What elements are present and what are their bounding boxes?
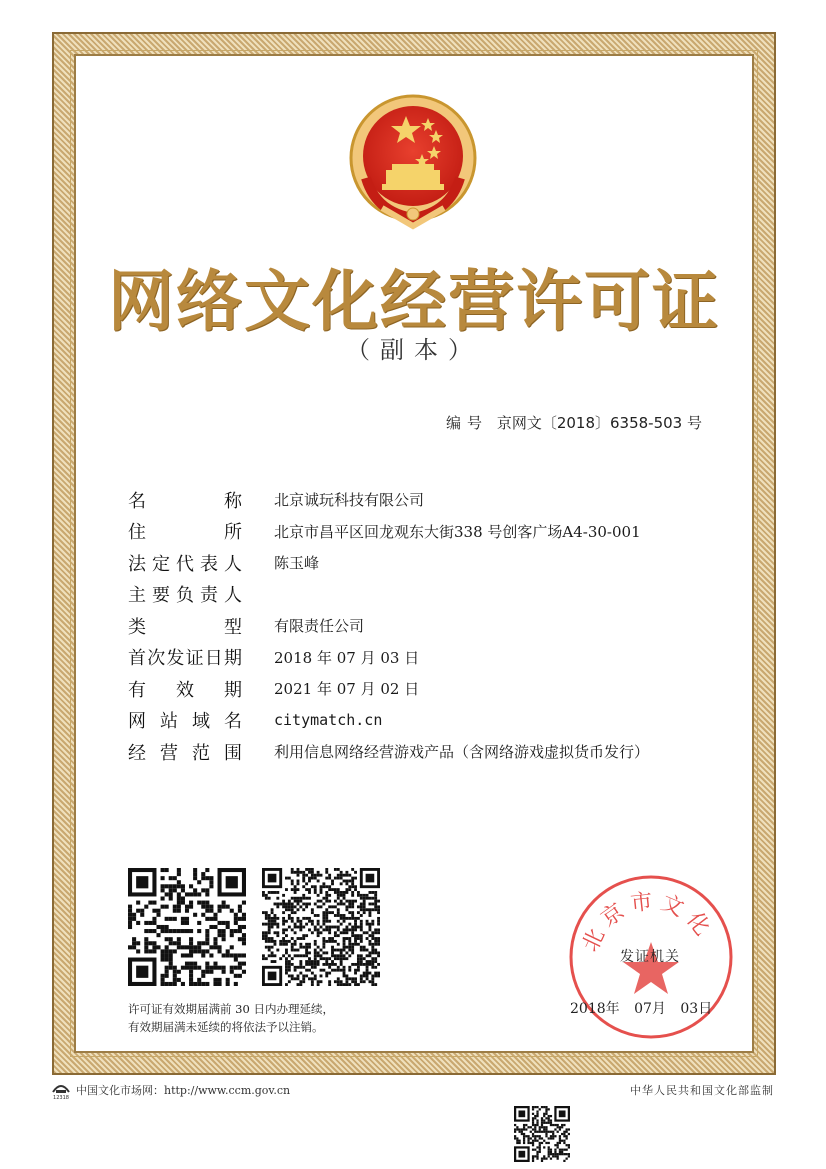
qr-code[interactable] (262, 868, 380, 986)
field-label: 类 型 (128, 616, 242, 638)
footer-website (50, 1080, 290, 1100)
field-label: 有 效 期 (128, 679, 242, 701)
field-value: 有限责任公司 (274, 617, 365, 636)
certificate-subtitle: （副本） (346, 336, 482, 364)
field-label: 主 要 负 责 人 (128, 585, 242, 607)
field-label: 网 站 域 名 (128, 711, 242, 733)
field-row (128, 705, 728, 737)
issue-year: 2018年 (570, 1001, 620, 1017)
field-row (128, 579, 728, 611)
certificate-title: 网络文化经营许可证 (108, 262, 720, 340)
ccm-logo-caption: 12318 (53, 1095, 69, 1100)
national-emblem (346, 90, 480, 232)
note-line: 许可证有效期届满前 30 日内办理延续， (128, 1002, 334, 1016)
issue-day: 03日 (680, 1001, 713, 1017)
field-row (128, 547, 728, 579)
field-value: citymatch.cn (274, 711, 383, 730)
field-row (128, 673, 728, 705)
field-label: 名 称 (128, 490, 242, 512)
license-number-value: 京网文〔2018〕6358-503 号 (496, 414, 702, 432)
footer-website-text[interactable]: 中国文化市场网：http://www.ccm.gov.cn (76, 1084, 291, 1097)
field-row (128, 736, 728, 768)
license-number-label: 编号 (446, 414, 489, 432)
field-value: 利用信息网络经营游戏产品（含网络游戏虚拟货币发行） (274, 743, 650, 762)
field-row (128, 610, 728, 642)
issue-month: 07月 (634, 1001, 666, 1017)
validity-notes (128, 1000, 334, 1036)
field-row (128, 516, 728, 548)
field-value: 陈玉峰 (274, 554, 320, 573)
field-list (128, 484, 728, 768)
field-value: 北京市昌平区回龙观东大街338 号创客广场A4-30-001 (274, 522, 641, 541)
issuing-authority: 发证机关 (620, 949, 680, 965)
field-label: 首 次 发 证 日 期 (128, 648, 242, 670)
field-row (128, 642, 728, 674)
qr-code[interactable] (128, 868, 246, 986)
footer-supervisor: 中华人民共和国文化部监制 (630, 1084, 774, 1097)
seal-text: 北京市文化 (578, 888, 719, 956)
field-value: 北京诚玩科技有限公司 (274, 491, 425, 510)
note-line: 有效期届满未延续的将依法予以注销。 (128, 1020, 324, 1034)
field-value: 2018 年 07 月 03 日 (274, 648, 420, 667)
field-value: 2021 年 07 月 02 日 (274, 680, 420, 699)
field-label: 法 定 代 表 人 (128, 553, 242, 575)
field-label: 经 营 范 围 (128, 742, 242, 764)
field-label: 住 所 (128, 522, 242, 544)
field-row (128, 484, 728, 516)
ccm-logo-icon (50, 1080, 72, 1100)
license-number (446, 412, 702, 433)
qr-code[interactable] (514, 1106, 570, 1162)
issue-date (570, 998, 722, 1018)
